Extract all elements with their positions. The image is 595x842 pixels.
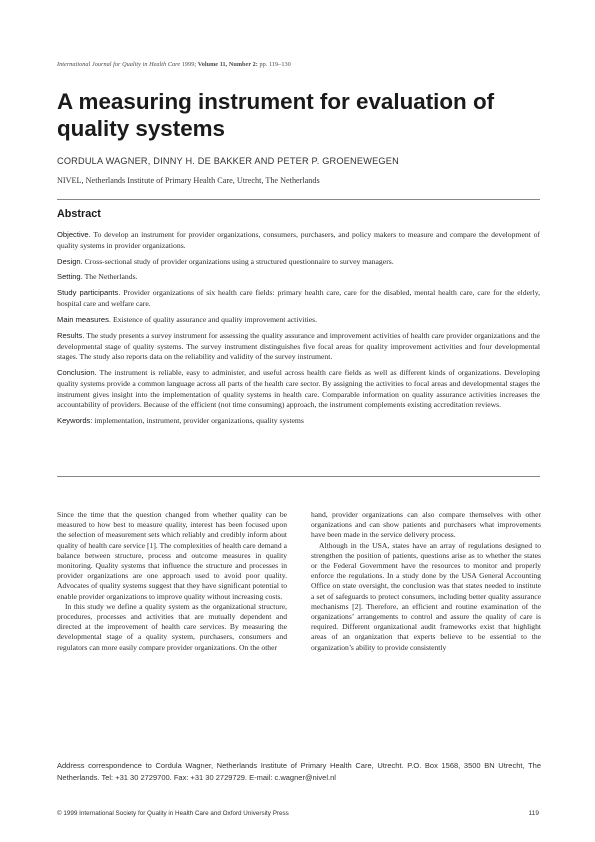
journal-citation [57,61,291,68]
body-paragraph: Since the time that the question changed from whether quality can be measured to how best to measure quality, interest has been focused upon the selection of measurement sets which reliably and credibly inform about quality of health care service [1]. The complexities of health care demand a balance between structure, process and outcome measures in quality monitoring. Quality systems that influence the structure and processes in provider organizations are one approach used to avoid poor quality. Advocates of quality systems suggest that they have significant potential to enable provider organizations to improve quality without increasing costs. [57,510,287,601]
abstract-label: Keywords: [57,416,93,426]
abstract-text: Cross-sectional study of provider organizations using a structured questionnaire to survey managers. [84,256,394,266]
abstract-heading: Abstract [57,208,101,220]
correspondence-address: Address correspondence to Cordula Wagner, Netherlands Institute of Primary Health Care, Utrecht. P.O. Box 1568, 3500 BN Utrecht, The Netherlands. Tel: +31 30 2729700. Fax: +31 30 2729729. E-mail: c.wagner@nivel.nl [57,761,541,782]
article-title: A measuring instrument for evaluation of quality systems [57,89,495,141]
abstract-setting [57,272,540,283]
body-paragraph: Although in the USA, states have an array of regulations designed to strengthen the position of patients, questions arise as to whether the states or the Federal Government have the resources to monitor and properly enforce the regulations. In a study done by the USA General Accounting Office on state oversight, the conclusion was that states needed to institute a set of safeguards to protect consumers, including better quality assurance mechanisms [2]. Therefore, an efficient and routine examination of the organizations’ arrangements to control and assure the quality of care is required. Different organizational audit frameworks exist that highlight areas of an organization that experts believe to be essential to the organization’s ability to provide consistently [311,540,541,652]
abstract-text: The instrument is reliable, easy to administer, and useful across health care fields as well as different kinds of organizations. Developing quality systems provide a common language across all parts of the health care sector. By assigning the activities to focal areas and developmental stages the instrument gives insight into the implementation of quality systems in health care. Comparable information on quality assurance activities increases the accountability of providers. Because of the efficient (not time consuming) approach, the instrument complements existing accreditation reviews. [57,368,540,410]
abstract-text: implementation, instrument, provider organizations, quality systems [94,416,304,426]
abstract-objective [57,230,540,251]
abstract-text: The study presents a survey instrument for assessing the quality assurance and improvement activities of health care provider organizations and the developmental stage of quality systems. The survey instrument distinguishes five focal areas for quality improvement activities and four developmental stages. The study also reports data on the reliability and validity of the survey instrument. [57,330,540,362]
abstract-label: Design. [57,256,83,266]
abstract-body [57,230,540,432]
abstract-text: Provider organizations of six health care fields: primary health care, care for the disabled, mental health care, care for the elderly, hospital care and welfare care. [57,288,540,309]
abstract-results [57,331,540,363]
abstract-measures [57,315,540,326]
abstract-keywords [57,416,540,427]
author-list: CORDULA WAGNER, DINNY H. DE BAKKER AND PETER P. GROENEWEGEN [57,156,399,166]
abstract-label: Main measures. [57,314,112,324]
abstract-label: Results. [57,330,85,340]
journal-volume: Volume 11, Number 2: [197,61,258,68]
journal-year: 1999; [181,61,197,68]
abstract-participants [57,288,540,309]
abstract-conclusion [57,368,540,411]
abstract-text: To develop an instrument for provider organizations, consumers, purchasers, and policy makers to measure and compare the development of quality systems in provider organizations. [57,230,540,250]
page-number: 119 [528,810,539,817]
abstract-text: Existence of quality assurance and quality improvement activities. [112,314,318,324]
abstract-label: Conclusion. [57,368,97,378]
divider-top [57,199,540,200]
abstract-design [57,257,540,268]
abstract-label: Setting. [57,272,83,282]
journal-pages: pp. 119–130 [259,61,291,68]
body-column-right [311,510,541,653]
body-paragraph: hand, provider organizations can also compare themselves with other organizations and can show patients and purchasers what improvements have been made in the service delivery process. [311,510,541,540]
divider-bottom [57,476,540,477]
affiliation: NIVEL, Netherlands Institute of Primary Health Care, Utrecht, The Netherlands [57,176,320,185]
body-paragraph: In this study we define a quality system as the organizational structure, procedures, processes and activities that are mutually dependent and directed at the improvement of health care services. By measuring the developmental stage of a quality system, purchasers, consumers and regulators can more easily compare provider organizations. On the other [57,601,287,652]
abstract-label: Study participants. [57,288,121,298]
body-column-left [57,510,287,653]
copyright-notice: © 1999 International Society for Quality in Health Care and Oxford University Press [57,810,289,817]
journal-name: International Journal for Quality in Health Care [57,61,181,68]
abstract-label: Objective. [57,230,91,239]
abstract-text: The Netherlands. [84,272,138,282]
